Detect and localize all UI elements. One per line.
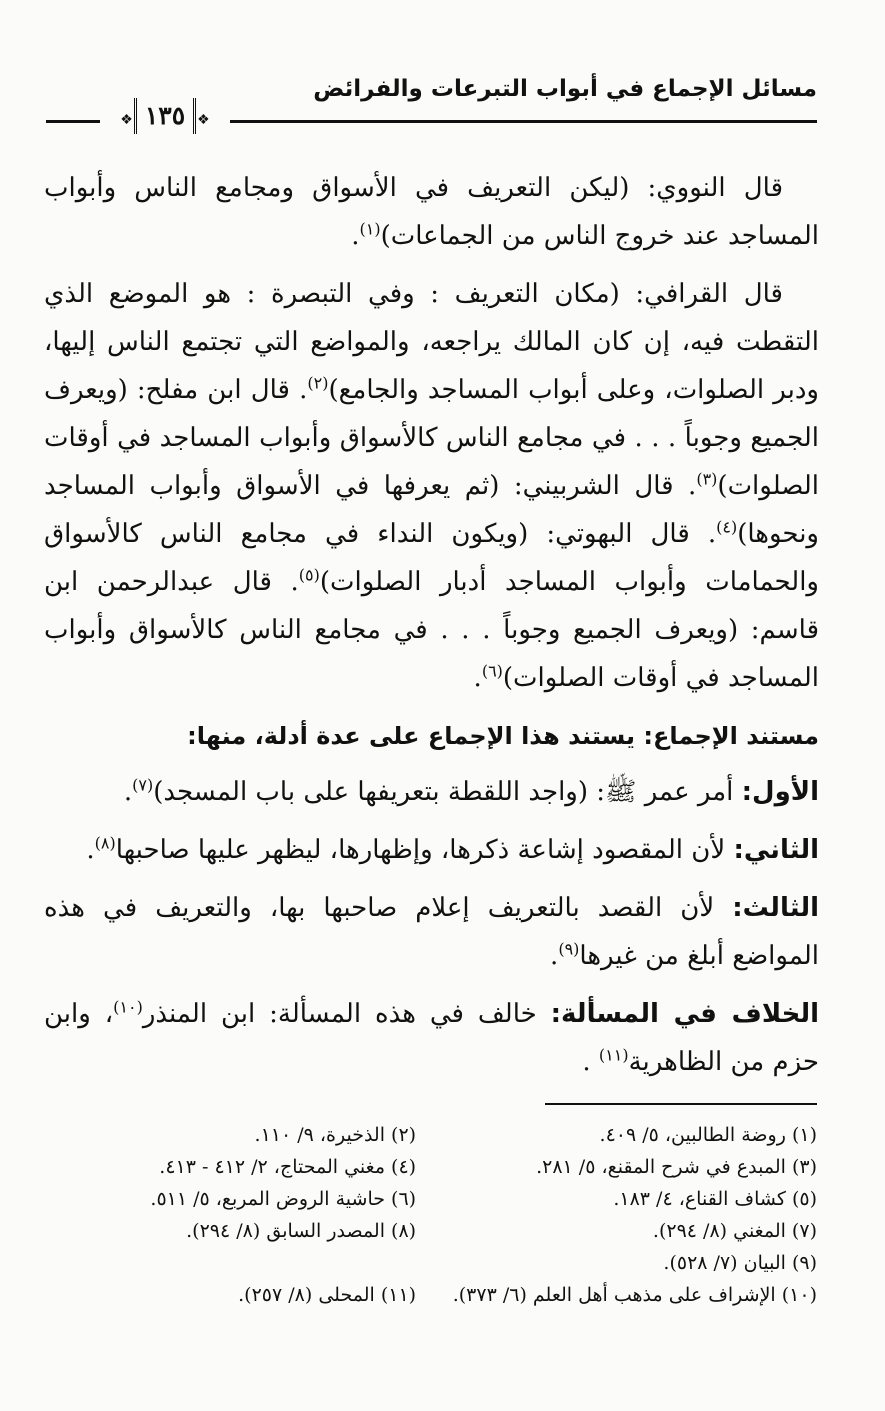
- disagreement-paragraph: [44, 990, 819, 1086]
- page-header: [46, 72, 817, 132]
- evidence-third: [44, 884, 819, 980]
- footnote-row: [46, 1279, 817, 1311]
- section-heading: مستند الإجماع: يستند هذا الإجماع على عدة أدلة، منها:: [187, 722, 819, 750]
- paragraph-text: . قال ابن مفلح: (ويعرف الجميع وجوباً . . . في مجامع الناس كالأسواق وأبواب المساجد في أوقات الصلوات): [44, 375, 819, 501]
- evidence-second: [44, 826, 819, 874]
- footnote-ref: (٧): [132, 775, 154, 795]
- footnote-ref: (٣): [696, 469, 718, 489]
- footnote-ref: (٨): [94, 833, 116, 853]
- footnote-item: (٧) المغني (٨/ ٢٩٤).: [652, 1220, 817, 1242]
- paragraph-text: قال النووي: (ليكن التعريف في الأسواق ومجامع الناس وأبواب المساجد عند خروج الناس من الجماعات): [44, 173, 819, 251]
- main-text: [44, 164, 819, 1096]
- footnote-item: (٨) المصدر السابق (٨/ ٢٩٤).: [186, 1220, 417, 1242]
- evidence-tail: .: [86, 835, 95, 865]
- footnote-ref: (١١): [598, 1045, 629, 1065]
- footnote-row: [46, 1247, 817, 1279]
- paragraph-tail: .: [473, 663, 482, 693]
- footnote-row: [46, 1215, 817, 1247]
- evidence-text: لأن المقصود إشاعة ذكرها، وإظهارها، ليظهر عليها صاحبها: [115, 835, 734, 865]
- footnote-ref: (٦): [481, 661, 503, 681]
- evidence-tail: .: [123, 777, 133, 807]
- footnote-ref: (٤): [716, 517, 738, 537]
- paragraph-text: . قال البهوتي: (ويكون النداء في مجامع الناس كالأسواق والحمامات وأبواب المساجد أدبار الصلوات): [44, 519, 819, 597]
- evidence-text: أمر عمر ﷺ: (واجد اللقطة بتعريفها على باب المسجد): [153, 777, 742, 807]
- footnote-separator: [545, 1103, 817, 1105]
- evidence-text: لأن القصد بالتعريف إعلام صاحبها بها، والتعريف في هذه المواضع أبلغ من غيرها: [44, 893, 819, 971]
- footnote-item: (٥) كشاف القناع، ٤/ ١٨٣.: [613, 1188, 817, 1210]
- disagreement-text: ، وابن حزم من الظاهرية: [44, 999, 819, 1077]
- footnote-ref: (٩): [558, 939, 580, 959]
- footnote-item: (٦) حاشية الروض المربع، ٥/ ٥١١.: [150, 1188, 417, 1210]
- running-title: مسائل الإجماع في أبواب التبرعات والفرائض: [313, 76, 817, 102]
- footnote-ref: (١): [359, 219, 381, 239]
- footnote-item: (٤) مغني المحتاج، ٢/ ٤١٢ - ٤١٣.: [159, 1156, 417, 1178]
- footnote-item: (١١) المحلى (٨/ ٢٥٧).: [238, 1284, 417, 1306]
- disagreement-text: خالف في هذه المسألة: ابن المنذر: [142, 999, 551, 1029]
- footnote-ref: (١٠): [113, 997, 143, 1017]
- ornament-icon: ❖: [120, 111, 133, 128]
- paragraph-nawawi: [44, 164, 819, 260]
- evidence-label: الثاني:: [733, 835, 819, 865]
- footnote-row: [46, 1183, 817, 1215]
- paragraph-text: قال القرافي: (مكان التعريف : وفي التبصرة : هو الموضع الذي التقطت فيه، إن كان المالك يراجعه، والمواضع التي تجتمع الناس إليها، ودبر الصلوات، وعلى أبواب المساجد والجامع): [44, 279, 819, 405]
- disagreement-tail: .: [582, 1047, 599, 1077]
- evidence-first: [44, 768, 819, 816]
- footnote-row: [46, 1151, 817, 1183]
- footnote-item: (١٠) الإشراف على مذهب أهل العلم (٦/ ٣٧٣).: [452, 1284, 817, 1306]
- paragraph-text: . قال الشربيني: (ثم يعرفها في الأسواق وأبواب المساجد ونحوها): [44, 471, 819, 549]
- footnote-row: [46, 1119, 817, 1151]
- footnote-ref: (٥): [298, 565, 320, 585]
- page-number: ١٣٥: [134, 98, 196, 134]
- evidence-label: الثالث:: [732, 893, 819, 923]
- paragraph-qarafi: [44, 270, 819, 702]
- disagreement-label: الخلاف في المسألة:: [550, 999, 819, 1029]
- page-number-box: [100, 98, 230, 138]
- footnote-ref: (٢): [307, 373, 329, 393]
- evidence-label: الأول:: [741, 777, 819, 807]
- footnote-item: (٢) الذخيرة، ٩/ ١١٠.: [254, 1124, 417, 1146]
- footnote-item: (٩) البيان (٧/ ٥٢٨).: [663, 1252, 817, 1274]
- paragraph-text: . قال عبدالرحمن ابن قاسم: (ويعرف الجميع وجوباً . . . في مجامع الناس كالأسواق وأبواب المساجد في أوقات الصلوات): [44, 567, 819, 693]
- footnote-item: [46, 1247, 416, 1279]
- footnote-item: (١) روضة الطالبين، ٥/ ٤٠٩.: [599, 1124, 817, 1146]
- ornament-icon: ❖: [197, 111, 210, 128]
- evidence-tail: .: [550, 941, 559, 971]
- footnote-item: (٣) المبدع في شرح المقنع، ٥/ ٢٨١.: [536, 1156, 817, 1178]
- footnotes: [46, 1119, 817, 1311]
- paragraph-tail: .: [351, 221, 360, 251]
